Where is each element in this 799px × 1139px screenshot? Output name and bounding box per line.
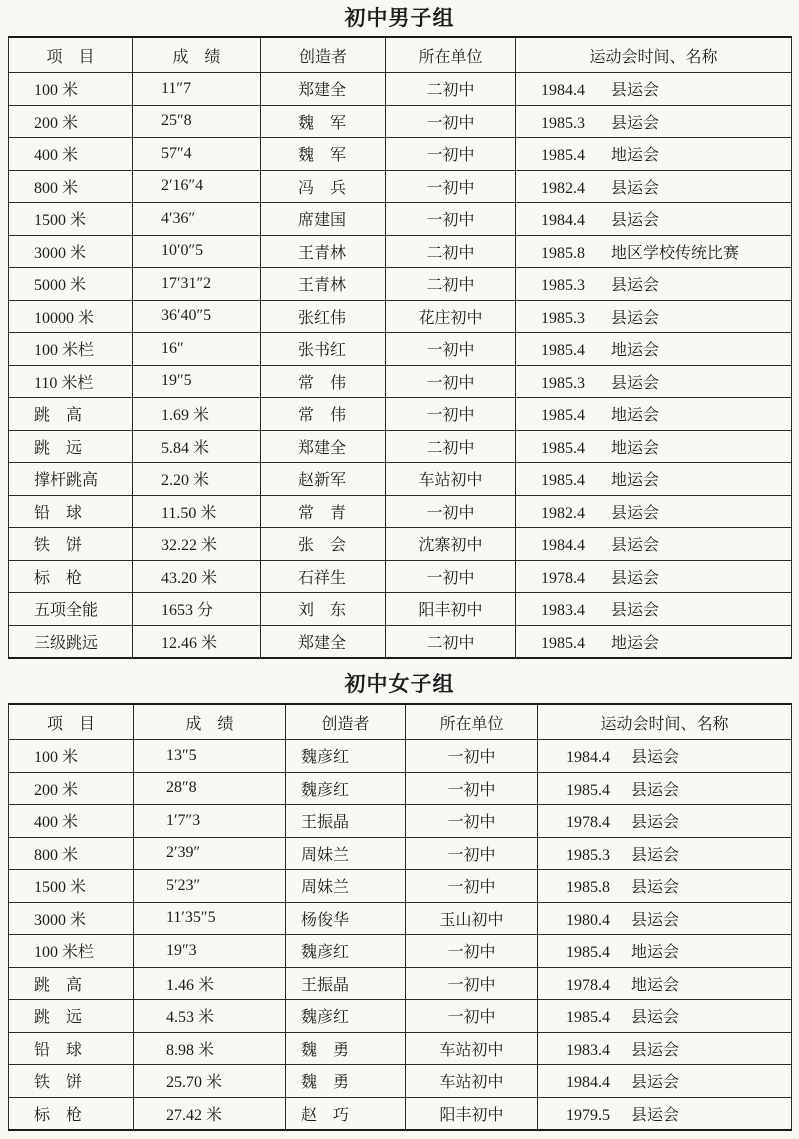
- meet-name: 地运会: [611, 439, 660, 457]
- meet-date: 1984.4: [541, 537, 585, 555]
- result-cell: 28″8: [134, 772, 286, 805]
- school-cell: 车站初中: [406, 1032, 538, 1065]
- meet-name: 县运会: [611, 82, 660, 100]
- table-row: [9, 430, 792, 463]
- meet-date: 1985.8: [541, 244, 585, 262]
- holder-cell: 魏彦红: [286, 740, 406, 773]
- table-row: [9, 625, 792, 658]
- school-cell: 沈寨初中: [386, 528, 516, 561]
- meet-date: 1985.3: [541, 277, 585, 295]
- event-cell: 200 米: [9, 772, 134, 805]
- girls-table-body: [9, 740, 792, 1131]
- school-cell: 一初中: [406, 805, 538, 838]
- school-cell: 一初中: [386, 365, 516, 398]
- table-row: [9, 870, 792, 903]
- result-cell: 1′7″3: [134, 805, 286, 838]
- event-cell: 800 米: [9, 170, 133, 203]
- header-school: 所在单位: [406, 704, 538, 740]
- school-cell: 一初中: [386, 398, 516, 431]
- event-cell: 铅 球: [9, 495, 133, 528]
- meet-name: 地运会: [631, 976, 680, 994]
- result-cell: 11″7: [133, 73, 261, 106]
- meet-name: 县运会: [631, 1106, 680, 1124]
- event-cell: 10000 米: [9, 300, 133, 333]
- meet-cell: [516, 138, 792, 171]
- event-cell: 400 米: [9, 138, 133, 171]
- meet-name: 地运会: [631, 944, 680, 962]
- meet-cell: [516, 365, 792, 398]
- event-cell: 铅 球: [9, 1032, 134, 1065]
- holder-cell: 魏 勇: [286, 1065, 406, 1098]
- meet-date: 1980.4: [566, 911, 610, 929]
- meet-date: 1984.4: [566, 1074, 610, 1092]
- event-cell: 1500 米: [9, 870, 134, 903]
- event-cell: 1500 米: [9, 203, 133, 236]
- result-cell: 43.20 米: [133, 560, 261, 593]
- meet-date: 1985.8: [566, 879, 610, 897]
- meet-date: 1985.4: [541, 634, 585, 652]
- school-cell: 一初中: [406, 772, 538, 805]
- holder-cell: 魏彦红: [286, 935, 406, 968]
- boys-section-title: 初中男子组: [344, 6, 455, 30]
- result-cell: 27.42 米: [134, 1097, 286, 1130]
- table-row: [9, 740, 792, 773]
- meet-name: 地运会: [611, 342, 660, 360]
- meet-date: 1984.4: [566, 749, 610, 767]
- meet-cell: [538, 902, 792, 935]
- table-row: [9, 805, 792, 838]
- meet-date: 1984.4: [541, 212, 585, 230]
- meet-name: 地运会: [611, 407, 660, 425]
- meet-cell: [516, 398, 792, 431]
- meet-name: 县运会: [611, 277, 660, 295]
- event-cell: 100 米: [9, 740, 134, 773]
- meet-date: 1985.4: [566, 781, 610, 799]
- event-cell: 三级跳远: [9, 625, 133, 658]
- meet-name: 县运会: [611, 179, 660, 197]
- table-row: [9, 495, 792, 528]
- meet-name: 县运会: [611, 537, 660, 555]
- school-cell: 一初中: [386, 105, 516, 138]
- meet-name: 县运会: [631, 749, 680, 767]
- meet-name: 县运会: [611, 602, 660, 620]
- meet-cell: [538, 935, 792, 968]
- holder-cell: 魏彦红: [286, 1000, 406, 1033]
- table-row: [9, 235, 792, 268]
- result-cell: 1653 分: [133, 593, 261, 626]
- table-row: [9, 73, 792, 106]
- meet-name: 县运会: [631, 1009, 680, 1027]
- meet-cell: [538, 870, 792, 903]
- result-cell: 11.50 米: [133, 495, 261, 528]
- meet-name: 县运会: [631, 781, 680, 799]
- event-cell: 400 米: [9, 805, 134, 838]
- holder-cell: 常 青: [261, 495, 386, 528]
- holder-cell: 郑建全: [261, 430, 386, 463]
- holder-cell: 常 伟: [261, 365, 386, 398]
- meet-date: 1979.5: [566, 1106, 610, 1124]
- event-cell: 800 米: [9, 837, 134, 870]
- meet-date: 1985.4: [566, 944, 610, 962]
- girls-record-table: [8, 703, 792, 1131]
- meet-date: 1982.4: [541, 504, 585, 522]
- holder-cell: 赵 巧: [286, 1097, 406, 1130]
- meet-date: 1982.4: [541, 179, 585, 197]
- header-event: 项 目: [9, 704, 134, 740]
- holder-cell: 杨俊华: [286, 902, 406, 935]
- school-cell: 二初中: [386, 430, 516, 463]
- school-cell: 一初中: [406, 1000, 538, 1033]
- event-cell: 标 枪: [9, 560, 133, 593]
- holder-cell: 郑建全: [261, 625, 386, 658]
- holder-cell: 刘 东: [261, 593, 386, 626]
- meet-name: 地区学校传统比赛: [611, 244, 740, 262]
- event-cell: 标 枪: [9, 1097, 134, 1130]
- meet-name: 县运会: [611, 309, 660, 327]
- meet-cell: [516, 593, 792, 626]
- school-cell: 车站初中: [406, 1065, 538, 1098]
- meet-cell: [516, 463, 792, 496]
- holder-cell: 冯 兵: [261, 170, 386, 203]
- result-cell: 5.84 米: [133, 430, 261, 463]
- header-school: 所在单位: [386, 37, 516, 73]
- school-cell: 一初中: [386, 560, 516, 593]
- school-cell: 阳丰初中: [406, 1097, 538, 1130]
- result-cell: 19″5: [133, 365, 261, 398]
- result-cell: 25″8: [133, 105, 261, 138]
- meet-date: 1985.4: [541, 439, 585, 457]
- result-cell: 17′31″2: [133, 268, 261, 301]
- meet-name: 县运会: [611, 504, 660, 522]
- holder-cell: 张 会: [261, 528, 386, 561]
- table-row: [9, 203, 792, 236]
- meet-cell: [516, 625, 792, 658]
- holder-cell: 张书红: [261, 333, 386, 366]
- school-cell: 阳丰初中: [386, 593, 516, 626]
- meet-name: 县运会: [611, 569, 660, 587]
- school-cell: 一初中: [406, 837, 538, 870]
- header-result: 成 绩: [134, 704, 286, 740]
- meet-date: 1985.3: [541, 114, 585, 132]
- meet-name: 地运会: [611, 634, 660, 652]
- meet-cell: [538, 1097, 792, 1130]
- table-row: [9, 1032, 792, 1065]
- meet-name: 县运会: [631, 1074, 680, 1092]
- table-row: [9, 1000, 792, 1033]
- meet-cell: [516, 203, 792, 236]
- table-row: [9, 300, 792, 333]
- holder-cell: 魏 勇: [286, 1032, 406, 1065]
- result-cell: 8.98 米: [134, 1032, 286, 1065]
- table-row: [9, 365, 792, 398]
- meet-date: 1978.4: [566, 976, 610, 994]
- school-cell: 玉山初中: [406, 902, 538, 935]
- meet-cell: [516, 105, 792, 138]
- table-row: [9, 593, 792, 626]
- school-cell: 二初中: [386, 268, 516, 301]
- table-row: [9, 170, 792, 203]
- school-cell: 一初中: [406, 967, 538, 1000]
- header-holder: 创造者: [286, 704, 406, 740]
- event-cell: 5000 米: [9, 268, 133, 301]
- meet-date: 1985.4: [566, 1009, 610, 1027]
- meet-name: 县运会: [631, 1041, 680, 1059]
- school-cell: 一初中: [386, 138, 516, 171]
- school-cell: 一初中: [386, 203, 516, 236]
- table-row: [9, 463, 792, 496]
- school-cell: 二初中: [386, 73, 516, 106]
- meet-name: 地运会: [611, 472, 660, 490]
- table-row: [9, 1097, 792, 1130]
- result-cell: 57″4: [133, 138, 261, 171]
- meet-cell: [516, 268, 792, 301]
- result-cell: 1.69 米: [133, 398, 261, 431]
- meet-date: 1984.4: [541, 82, 585, 100]
- result-cell: 5′23″: [134, 870, 286, 903]
- event-cell: 跳 高: [9, 398, 133, 431]
- meet-cell: [538, 1000, 792, 1033]
- holder-cell: 王振晶: [286, 967, 406, 1000]
- holder-cell: 魏 军: [261, 138, 386, 171]
- holder-cell: 赵新军: [261, 463, 386, 496]
- holder-cell: 常 伟: [261, 398, 386, 431]
- result-cell: 11′35″5: [134, 902, 286, 935]
- meet-cell: [516, 300, 792, 333]
- school-cell: 一初中: [406, 870, 538, 903]
- result-cell: 13″5: [134, 740, 286, 773]
- meet-cell: [538, 837, 792, 870]
- boys-table-body: [9, 73, 792, 659]
- event-cell: 跳 高: [9, 967, 134, 1000]
- header-meet: 运动会时间、名称: [516, 37, 792, 73]
- result-cell: 16″: [133, 333, 261, 366]
- meet-cell: [538, 740, 792, 773]
- meet-name: 县运会: [631, 879, 680, 897]
- table-row: [9, 902, 792, 935]
- result-cell: 12.46 米: [133, 625, 261, 658]
- meet-name: 地运会: [611, 147, 660, 165]
- holder-cell: 王青林: [261, 235, 386, 268]
- school-cell: 二初中: [386, 235, 516, 268]
- meet-cell: [538, 1065, 792, 1098]
- school-cell: 花庄初中: [386, 300, 516, 333]
- header-holder: 创造者: [261, 37, 386, 73]
- table-row: [9, 935, 792, 968]
- table-row: [9, 138, 792, 171]
- result-cell: 1.46 米: [134, 967, 286, 1000]
- school-cell: 一初中: [406, 935, 538, 968]
- result-cell: 19″3: [134, 935, 286, 968]
- table-row: [9, 528, 792, 561]
- holder-cell: 魏彦红: [286, 772, 406, 805]
- table-row: [9, 105, 792, 138]
- event-cell: 撑杆跳高: [9, 463, 133, 496]
- meet-cell: [516, 495, 792, 528]
- result-cell: 2′16″4: [133, 170, 261, 203]
- meet-cell: [538, 772, 792, 805]
- meet-date: 1985.4: [541, 147, 585, 165]
- event-cell: 200 米: [9, 105, 133, 138]
- holder-cell: 魏 军: [261, 105, 386, 138]
- meet-name: 县运会: [611, 114, 660, 132]
- girls-section-title: 初中女子组: [344, 672, 455, 696]
- meet-cell: [516, 235, 792, 268]
- school-cell: 一初中: [386, 333, 516, 366]
- meet-cell: [516, 430, 792, 463]
- meet-date: 1983.4: [541, 602, 585, 620]
- meet-cell: [516, 528, 792, 561]
- meet-cell: [516, 333, 792, 366]
- table-header-row: [9, 704, 792, 740]
- event-cell: 100 米栏: [9, 935, 134, 968]
- meet-date: 1985.3: [541, 309, 585, 327]
- holder-cell: 周妹兰: [286, 870, 406, 903]
- meet-cell: [516, 170, 792, 203]
- holder-cell: 郑建全: [261, 73, 386, 106]
- meet-name: 县运会: [631, 814, 680, 832]
- meet-date: 1985.4: [541, 342, 585, 360]
- meet-cell: [516, 560, 792, 593]
- result-cell: 10′0″5: [133, 235, 261, 268]
- meet-date: 1983.4: [566, 1041, 610, 1059]
- table-row: [9, 398, 792, 431]
- boys-record-table: [8, 36, 792, 659]
- event-cell: 跳 远: [9, 1000, 134, 1033]
- result-cell: 4′36″: [133, 203, 261, 236]
- result-cell: 36′40″5: [133, 300, 261, 333]
- meet-date: 1978.4: [566, 814, 610, 832]
- table-row: [9, 837, 792, 870]
- event-cell: 3000 米: [9, 235, 133, 268]
- header-event: 项 目: [9, 37, 133, 73]
- meet-name: 县运会: [631, 846, 680, 864]
- event-cell: 铁 饼: [9, 1065, 134, 1098]
- meet-cell: [538, 967, 792, 1000]
- holder-cell: 石祥生: [261, 560, 386, 593]
- event-cell: 110 米栏: [9, 365, 133, 398]
- table-row: [9, 560, 792, 593]
- result-cell: 32.22 米: [133, 528, 261, 561]
- event-cell: 五项全能: [9, 593, 133, 626]
- header-meet: 运动会时间、名称: [538, 704, 792, 740]
- meet-date: 1985.3: [541, 374, 585, 392]
- event-cell: 100 米栏: [9, 333, 133, 366]
- school-cell: 二初中: [386, 625, 516, 658]
- result-cell: 4.53 米: [134, 1000, 286, 1033]
- meet-name: 县运会: [611, 212, 660, 230]
- holder-cell: 周妹兰: [286, 837, 406, 870]
- event-cell: 跳 远: [9, 430, 133, 463]
- meet-cell: [538, 805, 792, 838]
- meet-date: 1985.4: [541, 472, 585, 490]
- holder-cell: 王青林: [261, 268, 386, 301]
- meet-date: 1985.3: [566, 846, 610, 864]
- meet-name: 县运会: [611, 374, 660, 392]
- event-cell: 铁 饼: [9, 528, 133, 561]
- table-header-row: [9, 37, 792, 73]
- header-result: 成 绩: [133, 37, 261, 73]
- event-cell: 100 米: [9, 73, 133, 106]
- school-cell: 一初中: [406, 740, 538, 773]
- meet-date: 1985.4: [541, 407, 585, 425]
- holder-cell: 王振晶: [286, 805, 406, 838]
- table-row: [9, 772, 792, 805]
- meet-cell: [538, 1032, 792, 1065]
- table-row: [9, 1065, 792, 1098]
- school-cell: 一初中: [386, 495, 516, 528]
- meet-date: 1978.4: [541, 569, 585, 587]
- school-cell: 车站初中: [386, 463, 516, 496]
- result-cell: 2.20 米: [133, 463, 261, 496]
- school-cell: 一初中: [386, 170, 516, 203]
- holder-cell: 张红伟: [261, 300, 386, 333]
- table-row: [9, 268, 792, 301]
- result-cell: 25.70 米: [134, 1065, 286, 1098]
- meet-name: 县运会: [631, 911, 680, 929]
- table-row: [9, 967, 792, 1000]
- event-cell: 3000 米: [9, 902, 134, 935]
- table-row: [9, 333, 792, 366]
- meet-cell: [516, 73, 792, 106]
- holder-cell: 席建国: [261, 203, 386, 236]
- result-cell: 2′39″: [134, 837, 286, 870]
